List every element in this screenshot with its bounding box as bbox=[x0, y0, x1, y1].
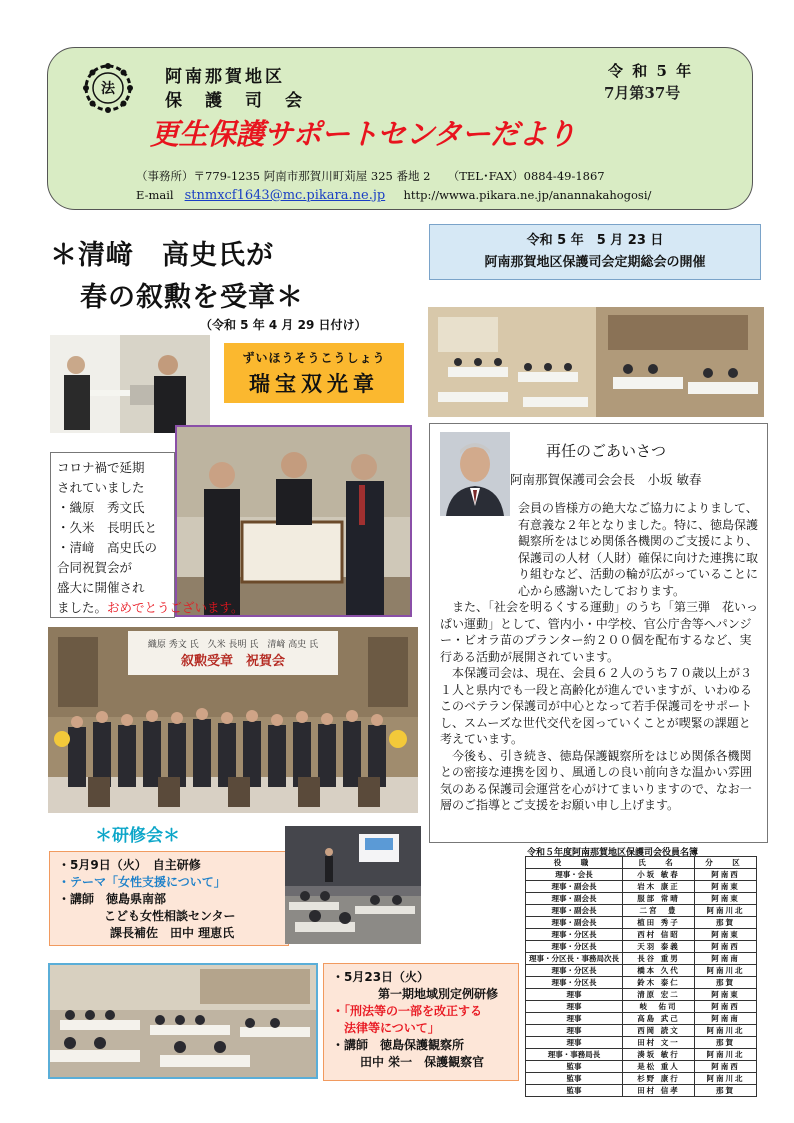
officer-branch: 阿南川北 bbox=[695, 965, 757, 977]
recipients-photo bbox=[175, 425, 412, 617]
officer-name: 湊坂 敏行 bbox=[623, 1049, 695, 1061]
newsletter-title: 更生保護サポートセンターだより bbox=[150, 117, 576, 151]
note-line: ・織原 秀文氏 bbox=[57, 500, 145, 515]
officer-name: 田村 信孝 bbox=[623, 1085, 695, 1097]
officer-name: 天羽 泰義 bbox=[623, 941, 695, 953]
officer-name: 西村 信昭 bbox=[623, 929, 695, 941]
officer-role: 監事 bbox=[526, 1085, 623, 1097]
officer-branch: 那賀 bbox=[695, 1037, 757, 1049]
officer-role: 理事・分区長 bbox=[526, 965, 623, 977]
session2-topic-line2: 法律等について」 bbox=[344, 1021, 440, 1035]
award-date-note: （令和 5 年 4 月 29 日付け） bbox=[200, 318, 367, 332]
officer-branch: 那賀 bbox=[695, 917, 757, 929]
officer-name: 長谷 重男 bbox=[623, 953, 695, 965]
table-row bbox=[526, 1061, 757, 1073]
officer-name: 鈴木 泰仁 bbox=[623, 977, 695, 989]
officer-name: 杉野 康行 bbox=[623, 1073, 695, 1085]
table-row bbox=[526, 941, 757, 953]
office-address: （事務所）〒779-1235 阿南市那賀川町苅屋 325 番地 2 （TEL･FAX）0884-49-1867 bbox=[136, 169, 605, 183]
officer-role: 理事・分区長 bbox=[526, 929, 623, 941]
officer-role: 理事・分区長・事務局次長 bbox=[526, 953, 623, 965]
seminar-photo-2 bbox=[48, 963, 318, 1079]
officer-branch: 阿南西 bbox=[695, 1001, 757, 1013]
officer-role: 理事・分区長 bbox=[526, 977, 623, 989]
headline-line2: 春の叙勲を受章＊ bbox=[80, 282, 304, 313]
officer-name: 清原 宏二 bbox=[623, 989, 695, 1001]
award-name-box bbox=[224, 343, 404, 403]
org-name-line2: 保 護 司 会 bbox=[165, 91, 305, 111]
officer-branch: 阿南南 bbox=[695, 1013, 757, 1025]
session2-title: 第一期地域別定例研修 bbox=[378, 987, 499, 1001]
officer-table bbox=[525, 856, 757, 1097]
meeting-date: 令和 5 年 5 月 23 日 bbox=[526, 233, 664, 248]
header-name: 氏 名 bbox=[623, 857, 695, 869]
meeting-notice bbox=[429, 224, 761, 280]
celebration-note bbox=[50, 452, 244, 618]
congrats-text: おめでとうございます。 bbox=[107, 600, 244, 615]
officer-role: 監事 bbox=[526, 1073, 623, 1085]
officer-table-title: 令和５年度阿南那賀地区保護司会役員名簿 bbox=[527, 848, 699, 858]
officer-name: 二宮 豊 bbox=[623, 905, 695, 917]
officer-branch: 阿南川北 bbox=[695, 1073, 757, 1085]
officer-branch: 那賀 bbox=[695, 977, 757, 989]
note-line-last: ました。おめでとうございます。 bbox=[57, 600, 244, 615]
seal-character: 法 bbox=[101, 81, 115, 97]
issue-year: 令 和 5 年 bbox=[608, 62, 694, 80]
officer-name: 服部 常晴 bbox=[623, 893, 695, 905]
org-seal-icon bbox=[80, 60, 136, 116]
officer-role: 理事 bbox=[526, 1001, 623, 1013]
officer-role: 理事・副会長 bbox=[526, 881, 623, 893]
note-line: コロナ禍で延期 bbox=[57, 460, 145, 475]
officer-role: 理事・副会長 bbox=[526, 905, 623, 917]
table-row bbox=[526, 965, 757, 977]
officer-name: 小坂 敏春 bbox=[623, 869, 695, 881]
greeting-paragraph-2: また、「社会を明るくする運動」のうち「第三弾 花いっぱい運動」として、管内小・中学校、官公庁舎等へパンジー・ビオラ苗のプランター約２００個を配布するなど、実行ある活動が展開されています。 bbox=[440, 600, 759, 664]
greeting-paragraph-1: 会員の皆様方の絶大なご協力によりまして、有意義な２年となりました。特に、徳島保護観察所をはじめ関係各機関のご支援により、保護司の人材（人財）確保に向けた連携に取り組むなど、活動の輪が広がっていることに心から感謝いたしております。 bbox=[518, 501, 759, 598]
session1-lecturer: ・講師 徳島県南部 bbox=[58, 892, 167, 906]
greeting-paragraph-4: 今後も、引き続き、徳島保護観察所をはじめ関係各機関との密接な連携を図り、風通しの良い前向きな温かい雰囲気のある保護司会運営を心がけてまいりますので、なお一層のご指導とご支援をお願い申し上げます。 bbox=[440, 748, 753, 812]
table-row bbox=[526, 1025, 757, 1037]
officer-branch: 阿南東 bbox=[695, 929, 757, 941]
table-row bbox=[526, 917, 757, 929]
table-row bbox=[526, 893, 757, 905]
note-line: 盛大に開催され bbox=[57, 580, 145, 595]
table-row bbox=[526, 869, 757, 881]
issue-number: 7月第37号 bbox=[604, 84, 681, 102]
table-row bbox=[526, 1049, 757, 1061]
website-url[interactable]: http://wwwa.pikara.ne.jp/anannakahogosi/ bbox=[403, 188, 652, 202]
greeting-signer: 阿南那賀保護司会会長 小坂 敏春 bbox=[510, 472, 702, 487]
table-row bbox=[526, 905, 757, 917]
officer-role: 理事 bbox=[526, 989, 623, 1001]
table-row bbox=[526, 977, 757, 989]
session2-topic-line1: ・「刑法等の一部を改正する bbox=[332, 1004, 483, 1018]
celebration-group-photo bbox=[48, 627, 418, 813]
officer-name: 田村 文一 bbox=[623, 1037, 695, 1049]
greeting-title: 再任のごあいさつ bbox=[546, 442, 667, 460]
officer-branch: 阿南東 bbox=[695, 989, 757, 1001]
training-session-2 bbox=[323, 963, 519, 1081]
officer-name: 橋本 久代 bbox=[623, 965, 695, 977]
officer-branch: 阿南東 bbox=[695, 893, 757, 905]
officer-branch: 阿南川北 bbox=[695, 905, 757, 917]
officer-name: 西岡 読文 bbox=[623, 1025, 695, 1037]
officer-branch: 阿南西 bbox=[695, 869, 757, 881]
officer-role: 理事・事務局長 bbox=[526, 1049, 623, 1061]
seminar-photo-1 bbox=[285, 826, 421, 944]
officer-branch: 阿南西 bbox=[695, 1061, 757, 1073]
general-meeting-photo bbox=[428, 307, 764, 417]
officer-branch: 阿南川北 bbox=[695, 1025, 757, 1037]
officer-branch: 那賀 bbox=[695, 1085, 757, 1097]
table-row bbox=[526, 1085, 757, 1097]
award-name: 瑞宝双光章 bbox=[249, 371, 379, 396]
officer-name: 高島 武己 bbox=[623, 1013, 695, 1025]
org-name-line1: 阿南那賀地区 bbox=[165, 67, 285, 87]
email-label: E-mail bbox=[136, 188, 174, 202]
officer-branch: 阿南南 bbox=[695, 953, 757, 965]
headline-line1: ＊清﨑 高史氏が bbox=[50, 240, 274, 271]
training-heading: ＊研修会＊ bbox=[95, 826, 180, 846]
officer-role: 理事・副会長 bbox=[526, 893, 623, 905]
table-row bbox=[526, 1013, 757, 1025]
officer-role: 理事・会長 bbox=[526, 869, 623, 881]
session2-lecturer-name: 田中 栄一 保護観察官 bbox=[360, 1055, 485, 1069]
officer-name: 是松 重人 bbox=[623, 1061, 695, 1073]
award-ruby: ずいほうそうこうしょう bbox=[242, 350, 386, 365]
table-row bbox=[526, 881, 757, 893]
note-line: ・久米 長明氏と bbox=[57, 520, 158, 535]
table-row bbox=[526, 929, 757, 941]
training-session-1 bbox=[49, 851, 289, 946]
contact-email-row bbox=[136, 188, 651, 203]
session2-lecturer: ・講師 徳島保護観察所 bbox=[332, 1038, 465, 1052]
session1-date: ・5月9日（火） 自主研修 bbox=[58, 858, 201, 872]
email-link[interactable]: stnmxcf1643@mc.pikara.ne.jp bbox=[184, 188, 386, 203]
greeting-paragraph-3: 本保護司会は、現在、会員６２人のうち７０歳以上が３１人と県内でも一段と高齢化が進んでいますが、いわゆるこのベテラン保護司が中心となって若手保護司をサポートし、スムーズな世代交代を図っていくことが喫緊の課題と考えています。 bbox=[440, 666, 753, 746]
table-row bbox=[526, 953, 757, 965]
table-row bbox=[526, 1073, 757, 1085]
note-line: されていました bbox=[57, 480, 145, 495]
table-row bbox=[526, 1037, 757, 1049]
meeting-title: 阿南那賀地区保護司会定期総会の開催 bbox=[484, 255, 706, 270]
officer-role: 監事 bbox=[526, 1061, 623, 1073]
table-row bbox=[526, 989, 757, 1001]
session1-topic: ・テーマ「女性支援について」 bbox=[58, 875, 226, 889]
session1-lecturer-name: 課長補佐 田中 理恵氏 bbox=[110, 926, 235, 940]
officer-branch: 阿南川北 bbox=[695, 1049, 757, 1061]
table-row bbox=[526, 1001, 757, 1013]
celebration-banner-names: 織原 秀文 氏 久米 長明 氏 清﨑 高史 氏 bbox=[147, 640, 319, 650]
officer-table-header bbox=[526, 857, 757, 869]
celebration-banner-title: 叙勲受章 祝賀会 bbox=[180, 654, 286, 669]
officer-role: 理事・分区長 bbox=[526, 941, 623, 953]
officer-name: 岐 佑司 bbox=[623, 1001, 695, 1013]
header-role: 役 職 bbox=[526, 857, 623, 869]
header-branch: 分 区 bbox=[695, 857, 757, 869]
note-line: 合同祝賀会が bbox=[57, 560, 133, 575]
officer-role: 理事 bbox=[526, 1025, 623, 1037]
officer-role: 理事・副会長 bbox=[526, 917, 623, 929]
officer-name: 植田 秀子 bbox=[623, 917, 695, 929]
session2-date: ・5月23日（火） bbox=[332, 970, 430, 984]
officer-branch: 阿南東 bbox=[695, 881, 757, 893]
officer-role: 理事 bbox=[526, 1013, 623, 1025]
session1-lecturer-org: こども女性相談センター bbox=[104, 909, 236, 923]
officer-branch: 阿南西 bbox=[695, 941, 757, 953]
note-line: ・清﨑 高史氏の bbox=[57, 540, 158, 555]
officer-role: 理事 bbox=[526, 1037, 623, 1049]
award-handover-photo bbox=[50, 335, 210, 433]
officer-name: 岩木 康正 bbox=[623, 881, 695, 893]
greeting-body bbox=[440, 500, 760, 814]
